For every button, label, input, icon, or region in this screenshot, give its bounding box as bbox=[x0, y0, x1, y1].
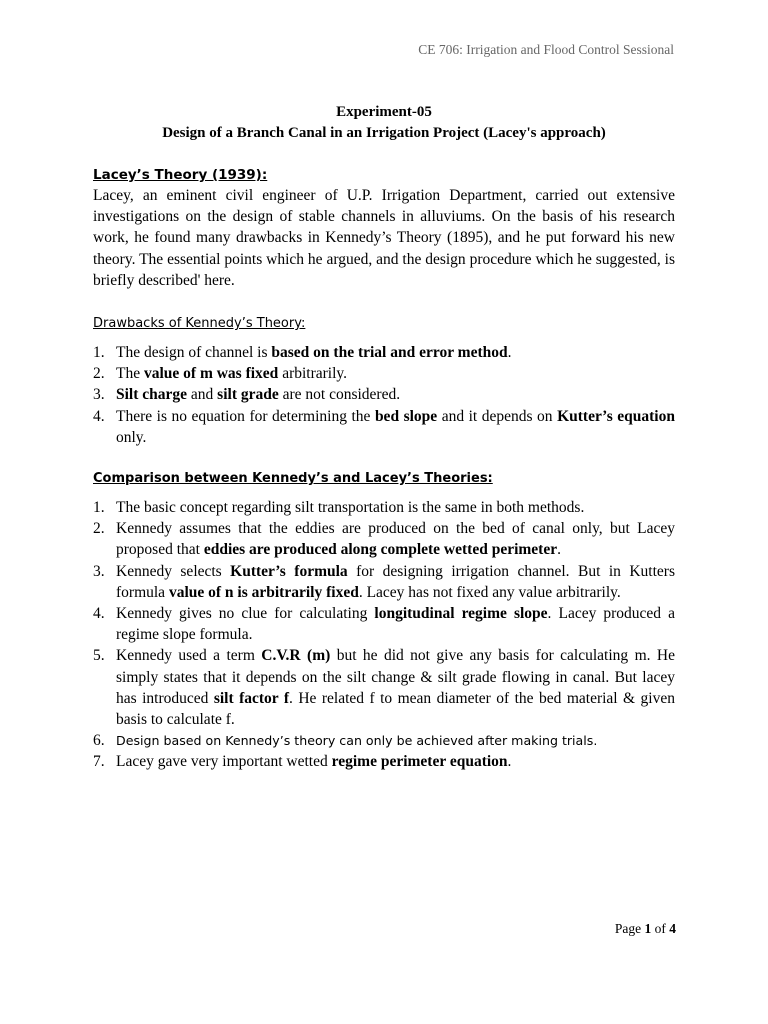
experiment-subtitle: Design of a Branch Canal in an Irrigation Project (Lacey's approach) bbox=[162, 125, 606, 141]
list-item: 7. Lacey gave very important wetted regime perimeter equation. bbox=[93, 753, 512, 771]
lacey-theory-heading: Lacey’s Theory (1939): bbox=[93, 167, 268, 183]
list-item: 3. Silt charge and silt grade are not considered. bbox=[93, 386, 401, 404]
lacey-theory-section bbox=[93, 166, 675, 291]
drawbacks-heading: Drawbacks of Kennedy’s Theory: bbox=[93, 316, 306, 331]
comparison-section bbox=[93, 469, 675, 773]
list-item: 6. Design based on Kennedy’s theory can only be achieved after making trials. bbox=[93, 732, 598, 750]
comparison-list bbox=[93, 497, 675, 773]
lacey-theory-paragraph: Lacey, an eminent civil engineer of U.P. Irrigation Department, carried out extensive investigations on the design of stable channels in alluviums. On the basis of his research work, he found many drawbacks in Kennedy’s Theory (1895), and he put forward his new theory. The essential points which he argued, and the design procedure which he suggested, is briefly described' here. bbox=[93, 187, 675, 289]
list-item: 1. The design of channel is based on the trial and error method. bbox=[93, 344, 512, 361]
comparison-heading: Comparison between Kennedy’s and Lacey’s Theories: bbox=[93, 471, 493, 486]
list-item: 4. Kennedy gives no clue for calculating longitudinal regime slope. Lacey produced a regime slope formula. bbox=[93, 605, 675, 644]
drawbacks-section bbox=[93, 314, 675, 448]
course-header: CE 706: Irrigation and Flood Control Sessional bbox=[418, 42, 674, 57]
list-item: 5. Kennedy used a term C.V.R (m) but he did not give any basis for calculating m. He simply states that it depends on the silt change & silt grade flowing in canal. But lacey has introduced silt factor f. He related f to mean diameter of the bed material & given basis to calculate f. bbox=[93, 647, 675, 729]
list-item: 3. Kennedy selects Kutter’s formula for designing irrigation channel. But in Kutters formula value of n is arbitrarily fixed. Lacey has not fixed any value arbitrarily. bbox=[93, 562, 675, 601]
list-item: 2. The value of m was fixed arbitrarily. bbox=[93, 365, 348, 383]
experiment-title: Experiment-05 bbox=[336, 104, 432, 120]
page-number-footer: Page 1 of 4 bbox=[614, 921, 676, 936]
drawbacks-list bbox=[93, 342, 675, 448]
list-item: 4. There is no equation for determining the bed slope and it depends on Kutter’s equation only. bbox=[93, 407, 675, 446]
list-item: 2. Kennedy assumes that the eddies are produced on the bed of canal only, but Lacey proposed that eddies are produced along complete wetted perimeter. bbox=[93, 520, 675, 559]
list-item: 1. The basic concept regarding silt transportation is the same in both methods. bbox=[93, 499, 585, 516]
